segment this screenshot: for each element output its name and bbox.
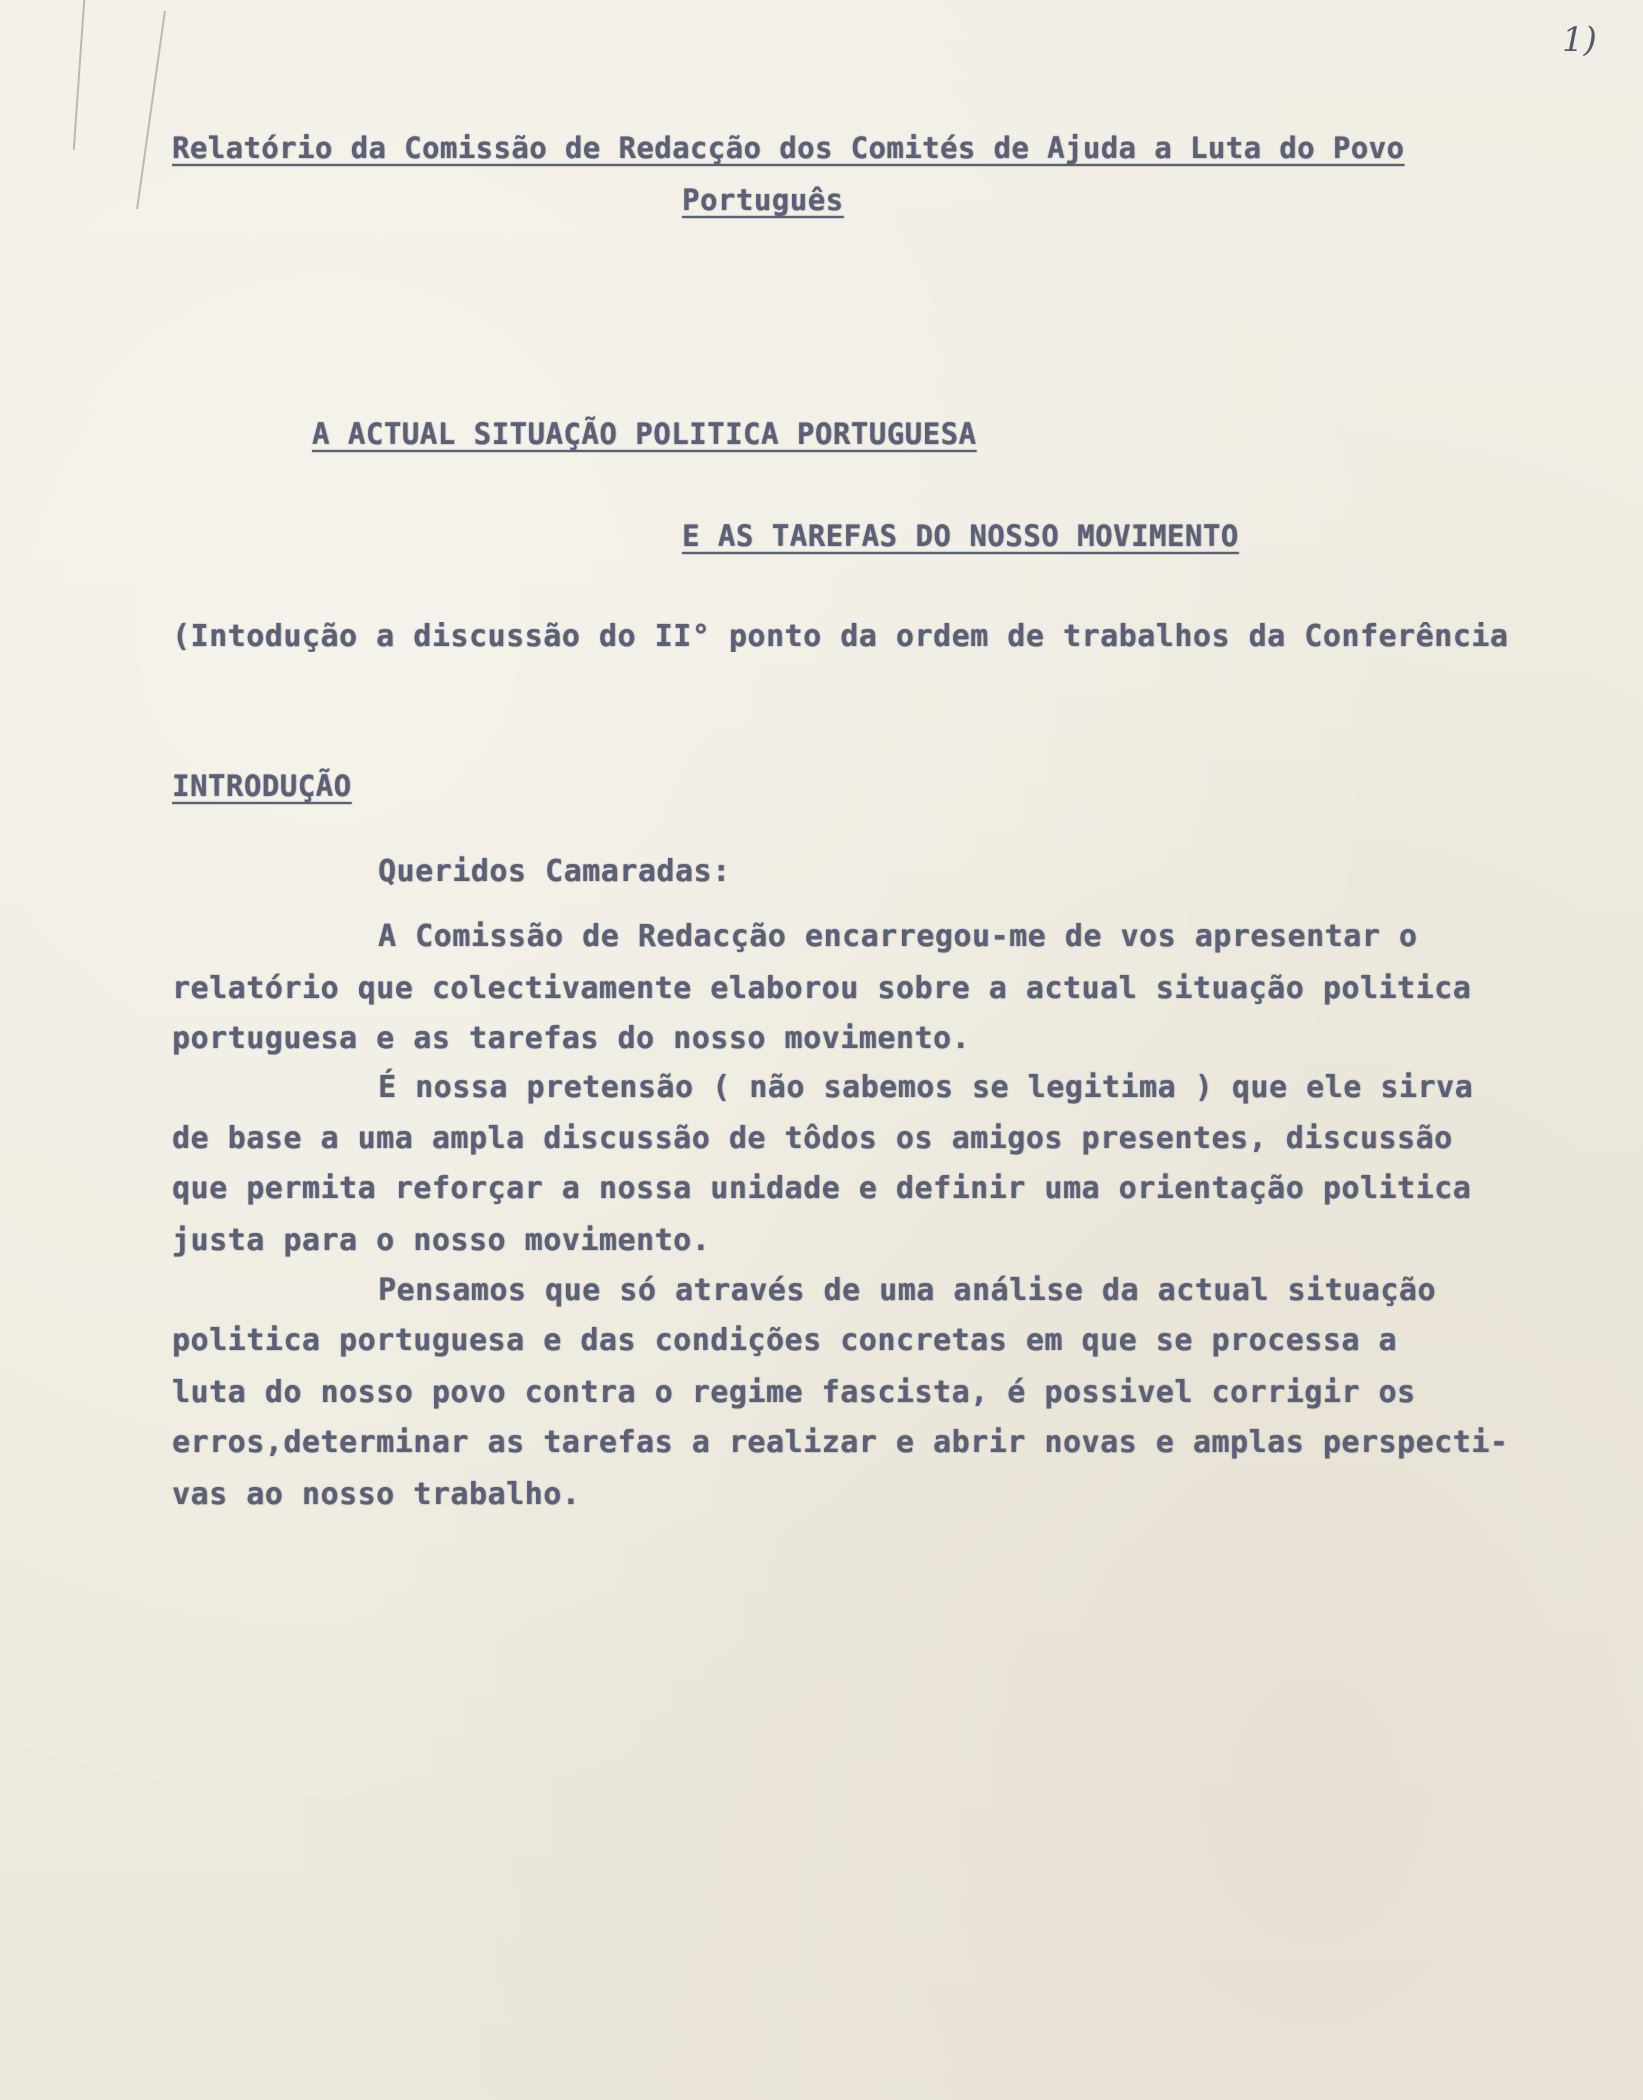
paragraph-2-line-4: justa para o nosso movimento. bbox=[172, 1223, 711, 1258]
paragraph-1-line-1: A Comissão de Redacção encarregou-me de vos apresentar o bbox=[378, 919, 1418, 954]
document-subtitle-line-2: E AS TAREFAS DO NOSSO MOVIMENTO bbox=[682, 519, 1239, 553]
paragraph-2-line-3: que permita reforçar a nossa unidade e definir uma orientação politica bbox=[172, 1171, 1472, 1206]
document-title-line-2: Português bbox=[682, 183, 844, 217]
paragraph-2-line-2: de base a uma ampla discussão de tôdos os amigos presentes, discussão bbox=[172, 1121, 1453, 1156]
paragraph-1-line-2: relatório que colectivamente elaborou sobre a actual situação politica bbox=[172, 971, 1472, 1006]
paragraph-2-line-1: É nossa pretensão ( não sabemos se legitima ) que ele sirva bbox=[378, 1070, 1474, 1105]
paper-crease-mark bbox=[136, 11, 166, 209]
paragraph-1-line-3: portuguesa e as tarefas do nosso movimento. bbox=[172, 1021, 971, 1056]
paragraph-3-line-1: Pensamos que só através de uma análise da actual situação bbox=[378, 1273, 1437, 1308]
paper-crease-mark bbox=[73, 0, 85, 150]
salutation: Queridos Camaradas: bbox=[378, 854, 731, 889]
document-subtitle-line-1: A ACTUAL SITUAÇÃO POLITICA PORTUGUESA bbox=[312, 417, 977, 451]
paragraph-3-line-4: erros,determinar as tarefas a realizar e abrir novas e amplas perspecti- bbox=[172, 1425, 1509, 1460]
paragraph-3-line-5: vas ao nosso trabalho. bbox=[172, 1477, 581, 1512]
section-heading: INTRODUÇÃO bbox=[172, 769, 352, 803]
paragraph-3-line-3: luta do nosso povo contra o regime fascista, é possivel corrigir os bbox=[172, 1375, 1416, 1410]
intro-note: (Intodução a discussão do II° ponto da ordem de trabalhos da Conferência bbox=[172, 622, 1509, 652]
paragraph-3-line-2: politica portuguesa e das condições concretas em que se processa a bbox=[172, 1323, 1398, 1358]
page-number: 1) bbox=[1562, 20, 1597, 60]
document-title-line-1: Relatório da Comissão de Redacção dos Comités de Ajuda a Luta do Povo bbox=[172, 131, 1405, 165]
